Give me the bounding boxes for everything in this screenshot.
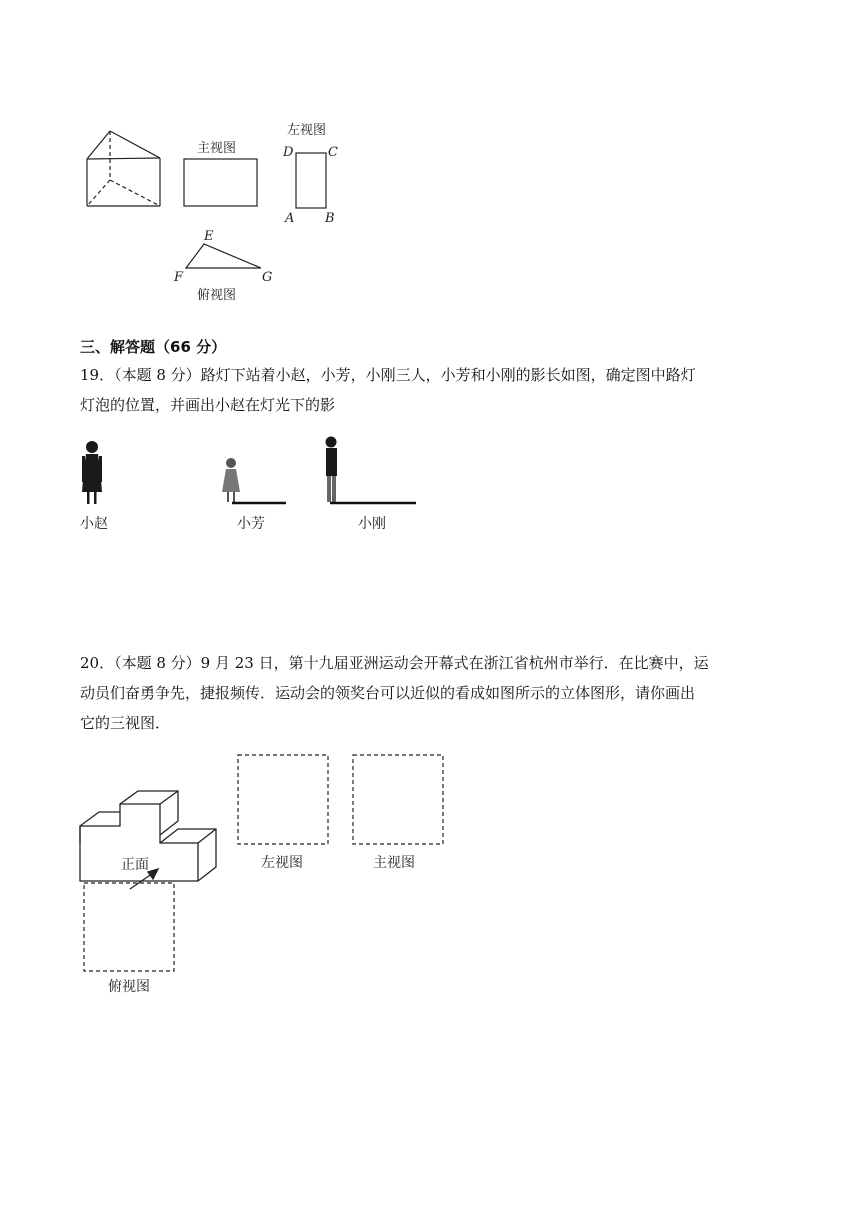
point-d-label: D (283, 145, 294, 160)
question-20-line-3: 它的三视图． (80, 714, 171, 732)
front-label: 正面 (121, 857, 149, 873)
point-e-label: E (204, 229, 214, 244)
point-a-label: A (285, 211, 295, 226)
question-20-line-1: 20．（本题 8 分）9 月 23 日，第十九届亚洲运动会开幕式在浙江省杭州市举行．在比赛中，运 (80, 654, 709, 672)
front-view-label: 主视图 (197, 141, 237, 156)
question-19-text (80, 360, 785, 420)
xiaogang-label: 小刚 (358, 516, 386, 532)
main-view-caption: 主视图 (373, 855, 415, 871)
person-xiaofang-icon (222, 458, 240, 502)
main-view-answer-box[interactable] (353, 755, 443, 844)
top-view-triangle (186, 244, 261, 268)
triangular-prism (87, 131, 160, 206)
question-20-text (80, 648, 785, 738)
streetlight-figure (0, 420, 860, 560)
top-view-answer-box[interactable] (84, 883, 174, 971)
point-c-label: C (328, 145, 338, 160)
left-view-label: 左视图 (287, 123, 327, 138)
question-19-line-2: 灯泡的位置，并画出小赵在灯光下的影 (80, 396, 336, 414)
question-19-line-1: 19．（本题 8 分）路灯下站着小赵，小芳，小刚三人，小芳和小刚的影长如图，确定图中路灯 (80, 366, 696, 384)
left-view-caption: 左视图 (261, 855, 303, 871)
point-b-label: B (325, 211, 335, 226)
left-view-rect (296, 153, 326, 208)
xiaofang-label: 小芳 (237, 516, 265, 532)
person-xiaozhao-icon (82, 441, 102, 504)
prism-figure (0, 0, 860, 320)
section-heading: 三、解答题（66 分） (80, 338, 227, 356)
point-f-label: F (174, 270, 184, 285)
top-view-caption: 俯视图 (108, 979, 150, 995)
top-view-label: 俯视图 (197, 288, 237, 303)
person-xiaogang-icon (326, 437, 338, 503)
front-view-rect (184, 159, 257, 206)
left-view-answer-box[interactable] (238, 755, 328, 844)
question-20-line-2: 动员们奋勇争先，捷报频传．运动会的领奖台可以近似的看成如图所示的立体图形，请你画出 (80, 684, 696, 702)
xiaozhao-label: 小赵 (80, 516, 108, 532)
point-g-label: G (262, 270, 273, 285)
